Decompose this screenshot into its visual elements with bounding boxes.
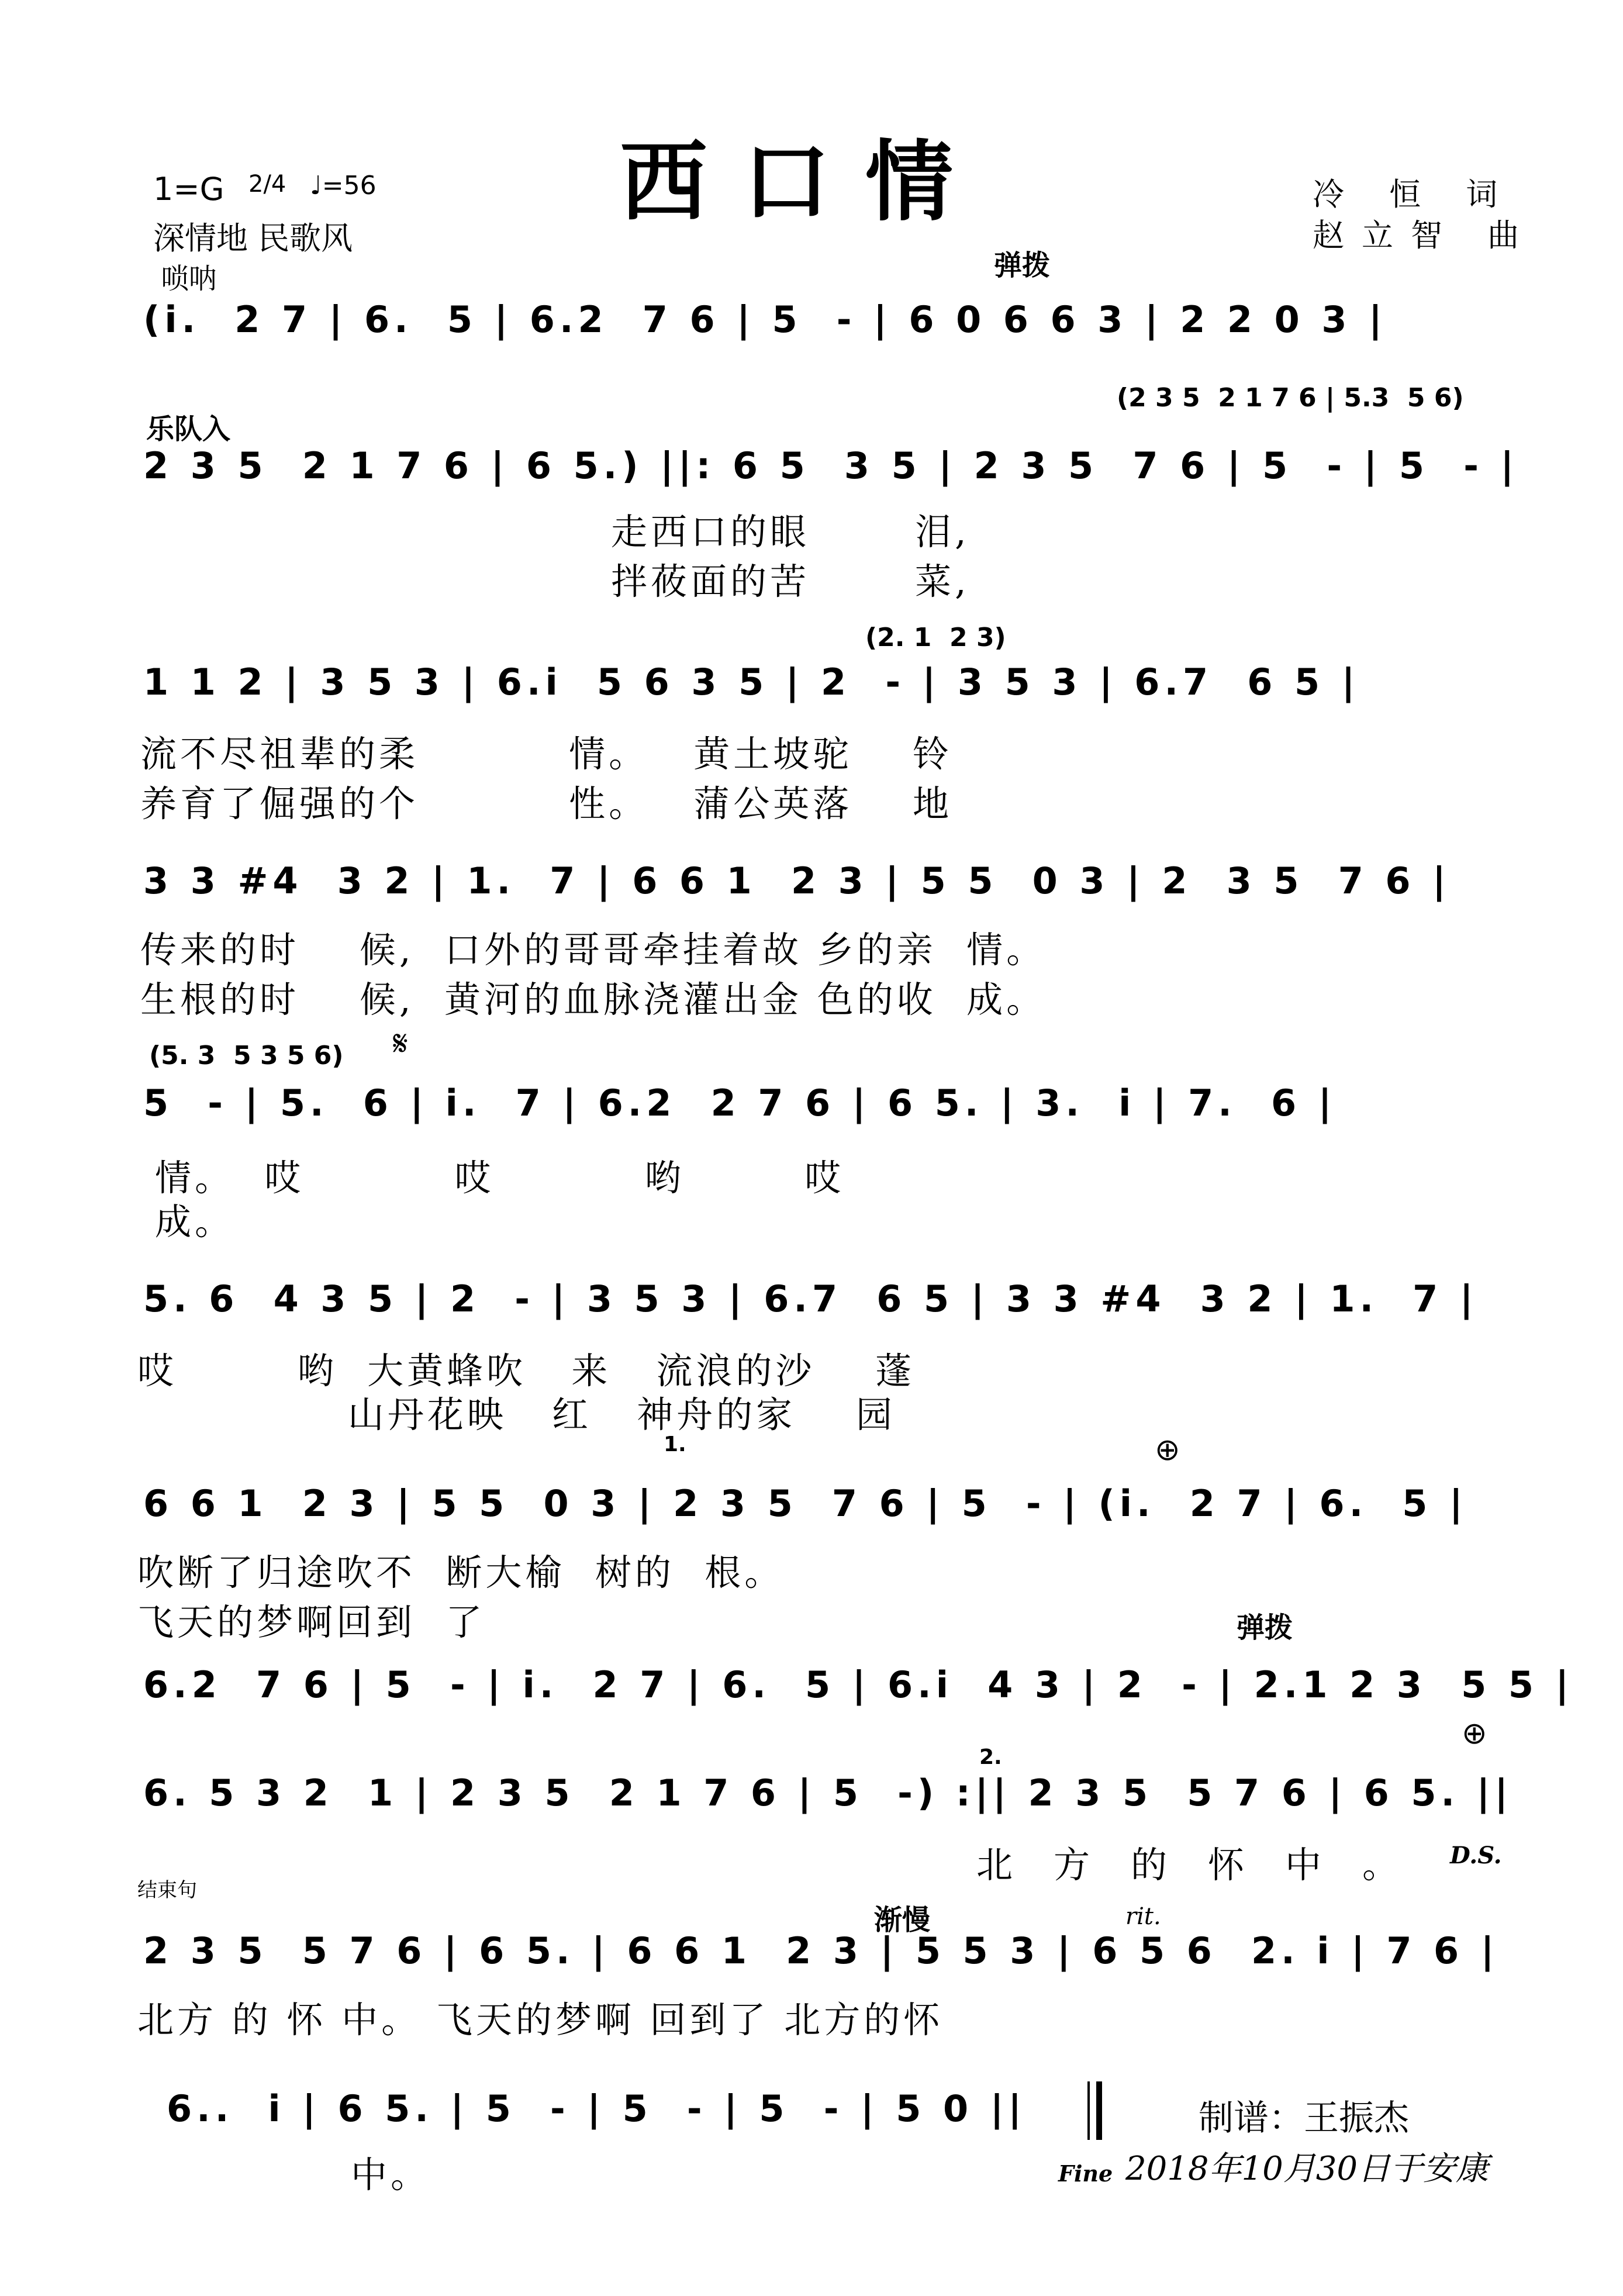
coda-sign-1: ⊕ xyxy=(1155,1432,1180,1468)
inner-notes-row-2: (2 3 5 2 1 7 6 | 5.3 5 6) xyxy=(1117,383,1464,413)
score-row-4: 3 3 #4 3 2 | 1. 7 | 6 6 1 2 3 | 5 5 0 3 | 2 3 5 7 6 | xyxy=(143,859,1451,902)
score-row-6: 5. 6 4 3 5 | 2 - | 3 5 3 | 6.7 6 5 | 3 3 #4 3 2 | 1. 7 | xyxy=(143,1278,1478,1320)
lyrics-row-4-verse-1: 传来的时 候, 口外的哥哥牵挂着故 乡的亲 情。 xyxy=(140,928,1047,971)
score-row-1: (i. 2 7 | 6. 5 | 6.2 7 6 | 5 - | 6 0 6 6 3 | 2 2 0 3 | xyxy=(143,298,1387,341)
score-row-9: 6. 5 3 2 1 | 2 3 5 2 1 7 6 | 5 -) :|| 2 3 5 5 7 6 | 6 5. || xyxy=(143,1772,1513,1814)
fine-marking: Fine xyxy=(1058,2160,1113,2187)
inner-notes-row-5: (5. 3 5 3 5 6) xyxy=(149,1041,344,1071)
composer-credit: 赵立智 曲 xyxy=(1313,217,1537,254)
rit-marking: rit. xyxy=(1125,1903,1161,1930)
segno-sign: 𝄋 xyxy=(393,1023,408,1064)
lyrics-row-4-verse-2: 生根的时 候, 黄河的血脉浇灌出金 色的收 成。 xyxy=(140,978,1047,1021)
volta-second-ending: 2. xyxy=(979,1745,1002,1769)
lyrics-row-9: 北方的怀中。 xyxy=(976,1843,1440,1886)
mark-gradually-slower: 渐慢 xyxy=(874,1904,931,1936)
ds-marking: D.S. xyxy=(1450,1842,1502,1869)
mark-tanbo-2: 弹拨 xyxy=(1237,1611,1293,1644)
tempo-marking: ♩=56 xyxy=(310,171,377,201)
ending-phrase-bracket: 结束句 xyxy=(137,1879,197,1902)
arranger-credit: 制谱：王振杰 xyxy=(1199,2098,1409,2139)
lyrics-row-5-verse-2: 成。 xyxy=(155,1200,235,1243)
volta-first-ending: 1. xyxy=(664,1432,686,1456)
expression-marking: 深情地 民歌风 xyxy=(153,220,353,257)
lyrics-row-7-verse-2: 飞天的梦啊回到 了 xyxy=(137,1601,486,1644)
score-row-5: 5 - | 5. 6 | i. 7 | 6.2 2 7 6 | 6 5. | 3. i | 7. 6 | xyxy=(143,1082,1337,1124)
key-signature: 1=G xyxy=(153,171,225,208)
lyrics-row-3-verse-2: 养育了倔强的个 性。 蒲公英落 地 xyxy=(140,782,953,825)
lyrics-row-2-verse-2: 拌莜面的苦 菜, xyxy=(611,560,970,603)
lyrics-row-5-verse-1: 情。 哎 哎 哟 哎 xyxy=(155,1156,845,1199)
mark-band-entry: 乐队入 xyxy=(146,413,231,446)
score-row-7: 6 6 1 2 3 | 5 5 0 3 | 2 3 5 7 6 | 5 - | (i. 2 7 | 6. 5 | xyxy=(143,1482,1467,1525)
lyrics-row-6-verse-2: 山丹花映 红 神舟的家 园 xyxy=(137,1393,896,1436)
score-row-10: 2 3 5 5 7 6 | 6 5. | 6 6 1 2 3 | 5 5 3 | 6 5 6 2. i | 7 6 | xyxy=(143,1929,1499,1972)
lyrics-row-2-verse-1: 走西口的眼 泪, xyxy=(611,510,970,553)
coda-sign-2: ⊕ xyxy=(1462,1716,1487,1751)
lyrics-row-3-verse-1: 流不尽祖辈的柔 情。 黄土坡驼 铃 xyxy=(140,733,953,775)
lyrics-row-6-verse-1: 哎 哟 大黄蜂吹 来 流浪的沙 蓬 xyxy=(137,1349,916,1392)
date-place: 2018年10月30日于安康 xyxy=(1125,2150,1489,2188)
lyricist-credit: 冷 恒 词 xyxy=(1313,176,1515,213)
score-row-8: 6.2 7 6 | 5 - | i. 2 7 | 6. 5 | 6.i 4 3 | 2 - | 2.1 2 3 5 5 | xyxy=(143,1663,1574,1706)
time-signature: 2/4 xyxy=(248,171,286,198)
lyrics-row-10: 北方 的 怀 中。 飞天的梦啊 回到了 北方的怀 xyxy=(137,1998,944,2041)
lyrics-row-11: 中。 xyxy=(351,2153,431,2196)
score-row-3: 1 1 2 | 3 5 3 | 6.i 5 6 3 5 | 2 - | 3 5 3 | 6.7 6 5 | xyxy=(143,661,1360,703)
score-row-11: 6.. i | 6 5. | 5 - | 5 - | 5 - | 5 0 || xyxy=(167,2087,1027,2130)
inner-notes-row-3: (2. 1 2 3) xyxy=(865,623,1006,652)
final-barline-thin xyxy=(1087,2081,1090,2140)
mark-tanbo-1: 弹拨 xyxy=(994,249,1051,282)
score-row-2: 2 3 5 2 1 7 6 | 6 5.) ||: 6 5 3 5 | 2 3 5 7 6 | 5 - | 5 - | xyxy=(143,444,1519,487)
song-title: 西口情 xyxy=(620,130,989,233)
instrument-label: 唢呐 xyxy=(161,263,217,295)
lyrics-row-7-verse-1: 吹断了归途吹不 断大榆 树的 根。 xyxy=(137,1551,785,1594)
final-barline-thick xyxy=(1096,2081,1102,2140)
